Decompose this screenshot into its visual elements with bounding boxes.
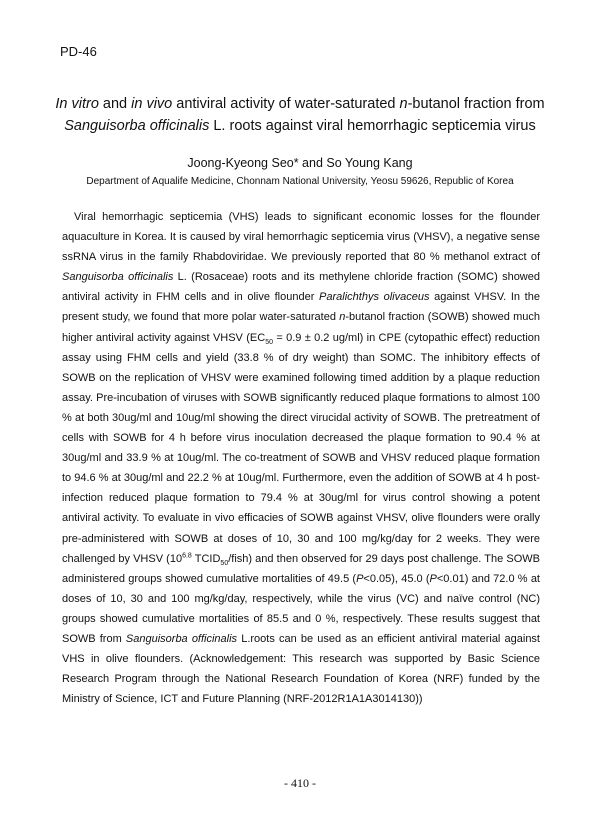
title-part: -butanol fraction from xyxy=(407,96,545,112)
abstract-text: P xyxy=(356,572,364,585)
abstract-text: P xyxy=(429,572,437,585)
abstract-text: /fish) and then observed for 29 days post challenge. The SOWB administered groups showed cumulative mortalities of 49.5 ( xyxy=(62,552,540,585)
title-part: and xyxy=(98,96,132,112)
abstract-text: Sanguisorba officinalis xyxy=(62,271,174,284)
title-part: in vivo xyxy=(131,96,173,112)
paper-title xyxy=(40,93,560,137)
abstract-text: Paralichthys olivaceus xyxy=(319,291,430,304)
abstract-subscript: 50 xyxy=(220,559,229,567)
affiliation: Department of Aqualife Medicine, Chonnam National University, Yeosu 59626, Republic of Korea xyxy=(86,176,514,187)
abstract-body xyxy=(62,207,540,709)
title-part: antiviral activity of water-saturated xyxy=(172,96,400,112)
title-part: n xyxy=(399,96,408,112)
abstract-text: -butanol fraction (SOWB) showed much higher antiviral activity against VHSV (EC xyxy=(62,311,540,344)
abstract-text: <0.05), 45.0 ( xyxy=(363,572,430,585)
abstract-text: Sanguisorba officinalis xyxy=(125,632,238,645)
abstract-text: TCID xyxy=(191,552,221,565)
abstract-superscript: 6.8 xyxy=(182,551,192,559)
page-number: - 410 - xyxy=(284,776,316,790)
abstract-text: against VHSV. In the present study, we found that more polar water-saturated xyxy=(62,291,540,324)
abstract-subscript: 50 xyxy=(265,338,273,346)
abstract-code: PD-46 xyxy=(60,44,97,59)
title-part: L. roots against viral hemorrhagic septicemia virus xyxy=(209,118,536,134)
abstract-text: n xyxy=(339,311,346,324)
title-part: Sanguisorba officinalis xyxy=(64,118,210,134)
title-part: In vitro xyxy=(55,96,99,112)
abstract-text: Viral hemorrhagic septicemia (VHS) leads to significant economic losses for the flounder aquaculture in Korea. It is caused by viral hemorrhagic septicemia virus (VHSV), a negative sense ssRNA virus in the family Rhabdoviridae. We previously reported that 80 % methanol extract of xyxy=(62,211,540,264)
authors: Joong-Kyeong Seo* and So Young Kang xyxy=(187,156,413,170)
abstract-text: <0.01) and 72.0 % at doses of 10, 30 and 100 mg/kg/day, respectively, while the virus (VC) and naïve control (NC) groups showed cumulative mortalities of 85.5 and 0 %, respectively. These results suggest that SOWB from xyxy=(62,572,540,645)
abstract-text: = 0.9 ± 0.2 ug/ml) in CPE (cytopathic effect) reduction assay using FHM cells and yield (33.8 % of dry weight) than SOMC. The inhibitory effects of SOWB on the replication of VHSV were examined following timed addition by a plaque reduction assay. Pre-incubation of viruses with SOWB significantly reduced plaque formations to almost 100 % at both 30ug/ml and 10ug/ml showing the direct virucidal activity of SOWB. The pretreatment of cells with SOWB for 4 h before virus inoculation decreased the plaque formation to 90.4 % at 30ug/ml and 33.9 % at 10ug/ml. The co-treatment of SOWB and VHSV reduced plaque formation to 94.6 % at 30ug/ml and 22.2 % at 10ug/ml. Furthermore, even the addition of SOWB at 4 h post-infection reduced plaque formation to 79.4 % at 30ug/ml for virus control showing a potent antiviral activity. To evaluate in vivo efficacies of SOWB against VHSV, olive flounders were orally pre-administered with SOWB at doses of 10, 30 and 100 mg/kg/day for 2 weeks. They were challenged by VHSV (10 xyxy=(62,331,541,565)
abstract-text: L.roots can be used as an efficient antiviral material against VHS in olive flounders. (Acknowledgement: This research was supported by Basic Science Research Program through the National Research Foundation of Korea (NRF) funded by the Ministry of Science, ICT and Future Planning (NRF-2012R1A1A3014130)) xyxy=(62,632,540,706)
abstract-text: L. (Rosaceae) roots and its methylene chloride fraction (SOMC) showed antiviral activity in FHM cells and in olive flounder xyxy=(62,271,540,304)
